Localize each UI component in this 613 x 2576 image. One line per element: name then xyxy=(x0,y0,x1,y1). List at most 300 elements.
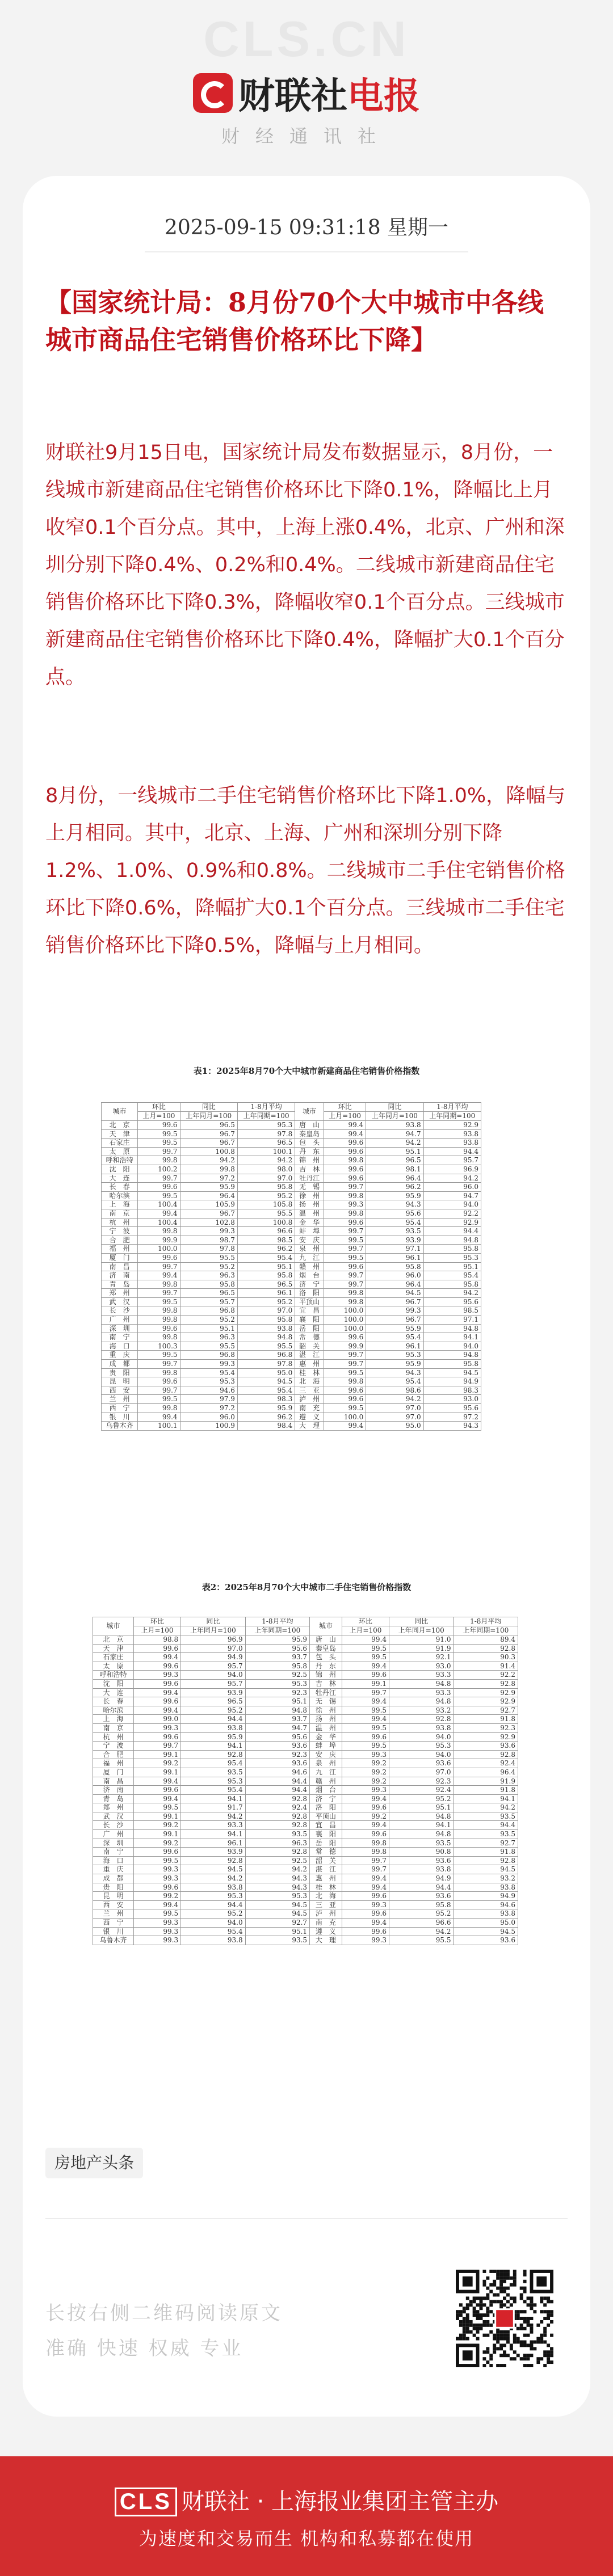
value-cell: 92.7 xyxy=(454,1839,518,1848)
value-cell: 93.7 xyxy=(245,1653,309,1662)
value-cell: 99.6 xyxy=(342,1927,389,1936)
value-cell: 94.2 xyxy=(423,1174,481,1183)
value-cell: 95.6 xyxy=(245,1644,309,1653)
value-cell: 100.8 xyxy=(237,1218,295,1227)
value-cell: 99.8 xyxy=(324,1289,366,1298)
value-cell: 94.5 xyxy=(454,1927,518,1936)
qr-code[interactable] xyxy=(454,2268,555,2369)
city-cell: 长 春 xyxy=(102,1183,138,1192)
value-cell: 96.5 xyxy=(366,1156,423,1165)
value-cell: 98.6 xyxy=(366,1386,423,1395)
article-title: 【国家统计局：8月份70个大中城市中各线城市商品住宅销售价格环比下降】 xyxy=(45,287,544,355)
value-cell: 100.1 xyxy=(138,1422,180,1431)
value-cell: 93.8 xyxy=(181,1936,245,1945)
footer xyxy=(0,2456,613,2576)
col-yoy: 同比 xyxy=(181,1617,245,1626)
value-cell: 95.9 xyxy=(366,1360,423,1369)
city-cell: 长 春 xyxy=(93,1697,134,1706)
value-cell: 93.8 xyxy=(181,1883,245,1892)
value-cell: 99.6 xyxy=(324,1174,366,1183)
value-cell: 94.4 xyxy=(181,1900,245,1909)
value-cell: 91.4 xyxy=(454,1662,518,1671)
value-cell: 99.8 xyxy=(324,1156,366,1165)
value-cell: 93.5 xyxy=(245,1936,309,1945)
value-cell: 95.2 xyxy=(389,1794,454,1803)
col-mom-sub: 上月=100 xyxy=(324,1112,366,1121)
value-cell: 93.0 xyxy=(423,1395,481,1404)
value-cell: 100.4 xyxy=(138,1218,180,1227)
value-cell: 99.8 xyxy=(138,1333,180,1342)
city-cell: 襄 阳 xyxy=(310,1830,342,1839)
value-cell: 94.8 xyxy=(389,1830,454,1839)
value-cell: 93.0 xyxy=(389,1662,454,1671)
value-cell: 99.7 xyxy=(324,1280,366,1289)
city-cell: 济 南 xyxy=(102,1271,138,1280)
value-cell: 99.7 xyxy=(138,1289,180,1298)
value-cell: 95.3 xyxy=(181,1777,245,1786)
footer-line-2: 为速度和交易而生 机构和私募都在使用 xyxy=(138,2528,475,2549)
value-cell: 94.2 xyxy=(423,1289,481,1298)
table-row xyxy=(93,1732,518,1742)
divider xyxy=(45,2218,568,2219)
qr-hint: 长按右侧二维码阅读原文 xyxy=(45,2302,283,2325)
city-cell: 徐 州 xyxy=(295,1191,324,1200)
value-cell: 96.5 xyxy=(180,1121,237,1130)
value-cell: 99.7 xyxy=(324,1360,366,1369)
value-cell: 93.7 xyxy=(245,1715,309,1724)
value-cell: 97.0 xyxy=(237,1306,295,1316)
value-cell: 99.7 xyxy=(324,1351,366,1360)
table-row xyxy=(93,1900,518,1909)
col-yoy-sub: 上年同月=100 xyxy=(366,1112,423,1121)
value-cell: 92.8 xyxy=(181,1856,245,1865)
city-cell: 锦 州 xyxy=(310,1671,342,1680)
value-cell: 93.6 xyxy=(245,1759,309,1768)
table1-caption: 表1：2025年8月70个大中城市新建商品住宅销售价格指数 xyxy=(193,1066,420,1076)
city-cell: 泉 州 xyxy=(310,1759,342,1768)
city-cell: 泸 州 xyxy=(310,1909,342,1919)
value-cell: 100.9 xyxy=(180,1422,237,1431)
value-cell: 95.8 xyxy=(423,1360,481,1369)
city-cell: 南 昌 xyxy=(102,1262,138,1271)
table-row xyxy=(93,1874,518,1883)
value-cell: 99.8 xyxy=(138,1404,180,1413)
city-cell: 惠 州 xyxy=(295,1360,324,1369)
city-cell: 成 都 xyxy=(102,1360,138,1369)
value-cell: 93.5 xyxy=(245,1830,309,1839)
city-cell: 无 锡 xyxy=(310,1697,342,1706)
col-yoy-sub: 上年同月=100 xyxy=(389,1626,454,1635)
value-cell: 96.4 xyxy=(454,1768,518,1777)
value-cell: 94.5 xyxy=(237,1377,295,1386)
city-cell: 赣 州 xyxy=(295,1262,324,1271)
value-cell: 94.6 xyxy=(454,1900,518,1909)
value-cell: 91.8 xyxy=(454,1715,518,1724)
value-cell: 96.7 xyxy=(366,1297,423,1306)
value-cell: 95.2 xyxy=(237,1297,295,1306)
value-cell: 99.6 xyxy=(324,1262,366,1271)
value-cell: 93.8 xyxy=(454,1883,518,1892)
city-cell: 济 宁 xyxy=(295,1280,324,1289)
city-cell: 昆 明 xyxy=(93,1892,134,1901)
city-cell: 唐 山 xyxy=(295,1121,324,1130)
value-cell: 94.3 xyxy=(245,1874,309,1883)
value-cell: 99.3 xyxy=(133,1723,180,1732)
col-yoy: 同比 xyxy=(366,1103,423,1112)
value-cell: 99.3 xyxy=(133,1936,180,1945)
value-cell: 93.8 xyxy=(181,1723,245,1732)
city-cell: 扬 州 xyxy=(295,1200,324,1209)
value-cell: 95.3 xyxy=(366,1351,423,1360)
value-cell: 95.4 xyxy=(237,1386,295,1395)
watermark: CLS.CN xyxy=(203,11,410,67)
value-cell: 95.5 xyxy=(237,1209,295,1218)
table-row xyxy=(93,1786,518,1795)
city-cell: 南 京 xyxy=(93,1723,134,1732)
value-cell: 94.5 xyxy=(181,1865,245,1874)
city-cell: 西 宁 xyxy=(93,1919,134,1928)
value-cell: 92.9 xyxy=(423,1121,481,1130)
value-cell: 96.7 xyxy=(366,1316,423,1325)
value-cell: 96.3 xyxy=(245,1839,309,1848)
city-cell: 南 宁 xyxy=(102,1333,138,1342)
value-cell: 99.7 xyxy=(324,1245,366,1254)
city-cell: 大 连 xyxy=(102,1174,138,1183)
city-cell: 温 州 xyxy=(295,1209,324,1218)
table-row xyxy=(93,1759,518,1768)
table1 xyxy=(101,1102,481,1431)
value-cell: 93.3 xyxy=(389,1688,454,1697)
value-cell: 95.6 xyxy=(245,1732,309,1742)
city-cell: 北 京 xyxy=(93,1635,134,1645)
value-cell: 97.8 xyxy=(237,1360,295,1369)
value-cell: 95.8 xyxy=(366,1262,423,1271)
city-cell: 厦 门 xyxy=(102,1253,138,1262)
value-cell: 96.9 xyxy=(181,1635,245,1645)
value-cell: 93.8 xyxy=(237,1324,295,1333)
value-cell: 95.8 xyxy=(423,1245,481,1254)
city-cell: 重 庆 xyxy=(102,1351,138,1360)
value-cell: 95.3 xyxy=(181,1892,245,1901)
value-cell: 99.6 xyxy=(324,1147,366,1156)
city-cell: 九 江 xyxy=(295,1253,324,1262)
value-cell: 94.8 xyxy=(245,1706,309,1715)
value-cell: 99.5 xyxy=(342,1644,389,1653)
value-cell: 94.2 xyxy=(366,1395,423,1404)
value-cell: 99.4 xyxy=(342,1662,389,1671)
value-cell: 95.2 xyxy=(180,1316,237,1325)
value-cell: 99.6 xyxy=(342,1732,389,1742)
city-cell: 金 华 xyxy=(310,1732,342,1742)
value-cell: 92.8 xyxy=(245,1848,309,1857)
value-cell: 97.0 xyxy=(389,1768,454,1777)
value-cell: 95.4 xyxy=(181,1759,245,1768)
topic-tag[interactable]: 房地产头条 xyxy=(45,2148,143,2178)
city-cell: 宁 波 xyxy=(93,1742,134,1751)
value-cell: 95.2 xyxy=(180,1262,237,1271)
city-cell: 烟 台 xyxy=(295,1271,324,1280)
value-cell: 95.0 xyxy=(366,1422,423,1431)
value-cell: 99.4 xyxy=(133,1653,180,1662)
table-row xyxy=(102,1404,481,1413)
table-row xyxy=(93,1803,518,1812)
value-cell: 99.4 xyxy=(342,1715,389,1724)
table-row xyxy=(102,1191,481,1200)
city-cell: 桂 林 xyxy=(310,1883,342,1892)
value-cell: 95.5 xyxy=(237,1342,295,1351)
col-avg: 1-8月平均 xyxy=(454,1617,518,1626)
value-cell: 97.8 xyxy=(237,1129,295,1139)
value-cell: 100.0 xyxy=(324,1413,366,1422)
value-cell: 99.3 xyxy=(366,1306,423,1316)
value-cell: 105.8 xyxy=(237,1200,295,1209)
value-cell: 95.3 xyxy=(389,1742,454,1751)
value-cell: 94.4 xyxy=(389,1883,454,1892)
city-cell: 兰 州 xyxy=(93,1909,134,1919)
city-cell: 泸 州 xyxy=(295,1395,324,1404)
value-cell: 96.7 xyxy=(180,1129,237,1139)
value-cell: 99.8 xyxy=(324,1191,366,1200)
value-cell: 99.5 xyxy=(133,1909,180,1919)
value-cell: 99.3 xyxy=(342,1786,389,1795)
city-cell: 九 江 xyxy=(310,1768,342,1777)
value-cell: 93.6 xyxy=(245,1742,309,1751)
value-cell: 90.8 xyxy=(389,1848,454,1857)
city-cell: 烟 台 xyxy=(310,1786,342,1795)
value-cell: 94.2 xyxy=(181,1812,245,1821)
value-cell: 94.7 xyxy=(366,1129,423,1139)
value-cell: 99.2 xyxy=(342,1812,389,1821)
value-cell: 99.3 xyxy=(180,1227,237,1236)
city-cell: 秦皇岛 xyxy=(310,1644,342,1653)
value-cell: 99.7 xyxy=(138,1147,180,1156)
value-cell: 99.5 xyxy=(138,1191,180,1200)
value-cell: 96.1 xyxy=(366,1342,423,1351)
value-cell: 95.9 xyxy=(237,1404,295,1413)
city-cell: 郑 州 xyxy=(93,1803,134,1812)
city-cell: 蚌 埠 xyxy=(310,1742,342,1751)
city-cell: 桂 林 xyxy=(295,1368,324,1377)
table-row xyxy=(93,1936,518,1945)
city-cell: 太 原 xyxy=(93,1662,134,1671)
value-cell: 95.4 xyxy=(181,1927,245,1936)
footer-line-1 xyxy=(0,2484,613,2516)
city-cell: 南 充 xyxy=(295,1404,324,1413)
value-cell: 99.6 xyxy=(324,1395,366,1404)
value-cell: 94.8 xyxy=(389,1812,454,1821)
value-cell: 94.6 xyxy=(245,1768,309,1777)
value-cell: 95.7 xyxy=(423,1156,481,1165)
city-cell: 大 理 xyxy=(295,1422,324,1431)
value-cell: 95.0 xyxy=(454,1919,518,1928)
logo xyxy=(0,67,613,119)
city-cell: 南 充 xyxy=(310,1919,342,1928)
qr-code-icon xyxy=(456,2270,553,2367)
value-cell: 99.1 xyxy=(133,1768,180,1777)
city-cell: 岳 阳 xyxy=(295,1324,324,1333)
table-row xyxy=(93,1635,518,1645)
city-cell: 济 南 xyxy=(93,1786,134,1795)
value-cell: 99.4 xyxy=(342,1635,389,1645)
value-cell: 94.4 xyxy=(245,1786,309,1795)
city-cell: 韶 关 xyxy=(310,1856,342,1865)
table-row xyxy=(93,1839,518,1848)
value-cell: 92.5 xyxy=(245,1856,309,1865)
table-row xyxy=(93,1750,518,1759)
table-row xyxy=(93,1821,518,1830)
col-avg: 1-8月平均 xyxy=(423,1103,481,1112)
value-cell: 97.2 xyxy=(180,1404,237,1413)
footer-cls-logo: CLS xyxy=(115,2488,177,2516)
value-cell: 95.8 xyxy=(245,1662,309,1671)
value-cell: 92.7 xyxy=(245,1919,309,1928)
value-cell: 96.6 xyxy=(389,1919,454,1928)
value-cell: 95.5 xyxy=(389,1936,454,1945)
value-cell: 95.8 xyxy=(180,1280,237,1289)
value-cell: 99.8 xyxy=(138,1368,180,1377)
value-cell: 100.3 xyxy=(138,1342,180,1351)
table-row xyxy=(102,1165,481,1174)
city-cell: 长 沙 xyxy=(93,1821,134,1830)
value-cell: 98.7 xyxy=(180,1236,237,1245)
value-cell: 94.1 xyxy=(181,1830,245,1839)
value-cell: 99.5 xyxy=(138,1351,180,1360)
value-cell: 99.8 xyxy=(324,1377,366,1386)
city-cell: 宜 昌 xyxy=(310,1821,342,1830)
table-row xyxy=(93,1927,518,1936)
value-cell: 95.7 xyxy=(181,1679,245,1688)
value-cell: 99.6 xyxy=(342,1803,389,1812)
value-cell: 99.6 xyxy=(342,1830,389,1839)
city-cell: 吉 林 xyxy=(310,1679,342,1688)
city-cell: 大 连 xyxy=(93,1688,134,1697)
value-cell: 95.4 xyxy=(366,1218,423,1227)
table-row xyxy=(102,1227,481,1236)
value-cell: 99.1 xyxy=(133,1812,180,1821)
value-cell: 92.1 xyxy=(389,1653,454,1662)
value-cell: 99.3 xyxy=(133,1874,180,1883)
value-cell: 99.5 xyxy=(138,1129,180,1139)
value-cell: 99.4 xyxy=(133,1706,180,1715)
value-cell: 99.3 xyxy=(133,1927,180,1936)
value-cell: 94.5 xyxy=(454,1865,518,1874)
value-cell: 93.5 xyxy=(389,1839,454,1848)
city-cell: 海 口 xyxy=(93,1856,134,1865)
value-cell: 95.9 xyxy=(181,1732,245,1742)
logo-text: 财联社电报 xyxy=(238,75,420,117)
table-row xyxy=(102,1200,481,1209)
city-cell: 湛 江 xyxy=(310,1865,342,1874)
table-row xyxy=(102,1209,481,1218)
cls-logo-icon xyxy=(193,73,233,113)
city-cell: 常 德 xyxy=(310,1848,342,1857)
value-cell: 92.9 xyxy=(454,1732,518,1742)
value-cell: 99.3 xyxy=(342,1936,389,1945)
value-cell: 94.2 xyxy=(389,1927,454,1936)
value-cell: 94.4 xyxy=(245,1777,309,1786)
value-cell: 97.0 xyxy=(366,1413,423,1422)
city-cell: 温 州 xyxy=(310,1723,342,1732)
value-cell: 99.6 xyxy=(324,1139,366,1148)
table-row xyxy=(93,1653,518,1662)
value-cell: 94.4 xyxy=(423,1147,481,1156)
value-cell: 95.1 xyxy=(423,1262,481,1271)
value-cell: 97.8 xyxy=(180,1245,237,1254)
city-cell: 襄 阳 xyxy=(295,1316,324,1325)
city-cell: 宁 波 xyxy=(102,1227,138,1236)
value-cell: 96.0 xyxy=(423,1183,481,1192)
value-cell: 94.4 xyxy=(454,1821,518,1830)
city-cell: 乌鲁木齐 xyxy=(93,1936,134,1945)
value-cell: 99.6 xyxy=(133,1786,180,1795)
value-cell: 93.3 xyxy=(181,1821,245,1830)
table-row xyxy=(102,1351,481,1360)
table-row xyxy=(93,1679,518,1688)
table2 xyxy=(93,1617,518,1945)
value-cell: 96.5 xyxy=(180,1289,237,1298)
city-cell: 唐 山 xyxy=(310,1635,342,1645)
value-cell: 95.1 xyxy=(245,1697,309,1706)
qr-hint-slogan: 准确 快速 权威 专业 xyxy=(45,2337,243,2360)
value-cell: 99.4 xyxy=(342,1794,389,1803)
value-cell: 92.8 xyxy=(389,1715,454,1724)
value-cell: 94.3 xyxy=(366,1368,423,1377)
value-cell: 100.0 xyxy=(324,1306,366,1316)
col-yoy: 同比 xyxy=(180,1103,237,1112)
value-cell: 99.6 xyxy=(133,1662,180,1671)
city-cell: 广 州 xyxy=(93,1830,134,1839)
value-cell: 99.8 xyxy=(324,1297,366,1306)
col-avg: 1-8月平均 xyxy=(245,1617,309,1626)
col-mom: 环比 xyxy=(133,1617,180,1626)
value-cell: 99.5 xyxy=(342,1742,389,1751)
value-cell: 98.8 xyxy=(133,1635,180,1645)
city-cell: 包 头 xyxy=(310,1653,342,1662)
col-avg: 1-8月平均 xyxy=(237,1103,295,1112)
value-cell: 95.4 xyxy=(366,1377,423,1386)
city-cell: 乌鲁木齐 xyxy=(102,1422,138,1431)
value-cell: 99.1 xyxy=(133,1750,180,1759)
city-cell: 兰 州 xyxy=(102,1395,138,1404)
value-cell: 94.0 xyxy=(181,1671,245,1680)
value-cell: 94.0 xyxy=(389,1750,454,1759)
table-row xyxy=(93,1909,518,1919)
value-cell: 95.4 xyxy=(180,1368,237,1377)
city-cell: 北 海 xyxy=(310,1892,342,1901)
value-cell: 91.9 xyxy=(454,1777,518,1786)
table-row xyxy=(102,1139,481,1148)
value-cell: 94.9 xyxy=(423,1377,481,1386)
value-cell: 99.7 xyxy=(342,1688,389,1697)
city-cell: 丹 东 xyxy=(295,1147,324,1156)
value-cell: 99.3 xyxy=(133,1865,180,1874)
value-cell: 94.1 xyxy=(423,1333,481,1342)
value-cell: 99.4 xyxy=(138,1413,180,1422)
value-cell: 100.0 xyxy=(324,1324,366,1333)
value-cell: 98.5 xyxy=(237,1236,295,1245)
value-cell: 99.4 xyxy=(324,1129,366,1139)
table-row xyxy=(93,1892,518,1901)
table-row xyxy=(93,1768,518,1777)
table-row xyxy=(93,1812,518,1821)
city-cell: 哈尔滨 xyxy=(102,1191,138,1200)
city-cell: 合 肥 xyxy=(102,1236,138,1245)
value-cell: 92.3 xyxy=(245,1688,309,1697)
value-cell: 95.2 xyxy=(181,1706,245,1715)
col-avg-sub: 上年同期=100 xyxy=(237,1112,295,1121)
table-row xyxy=(93,1671,518,1680)
city-cell: 安 庆 xyxy=(295,1236,324,1245)
